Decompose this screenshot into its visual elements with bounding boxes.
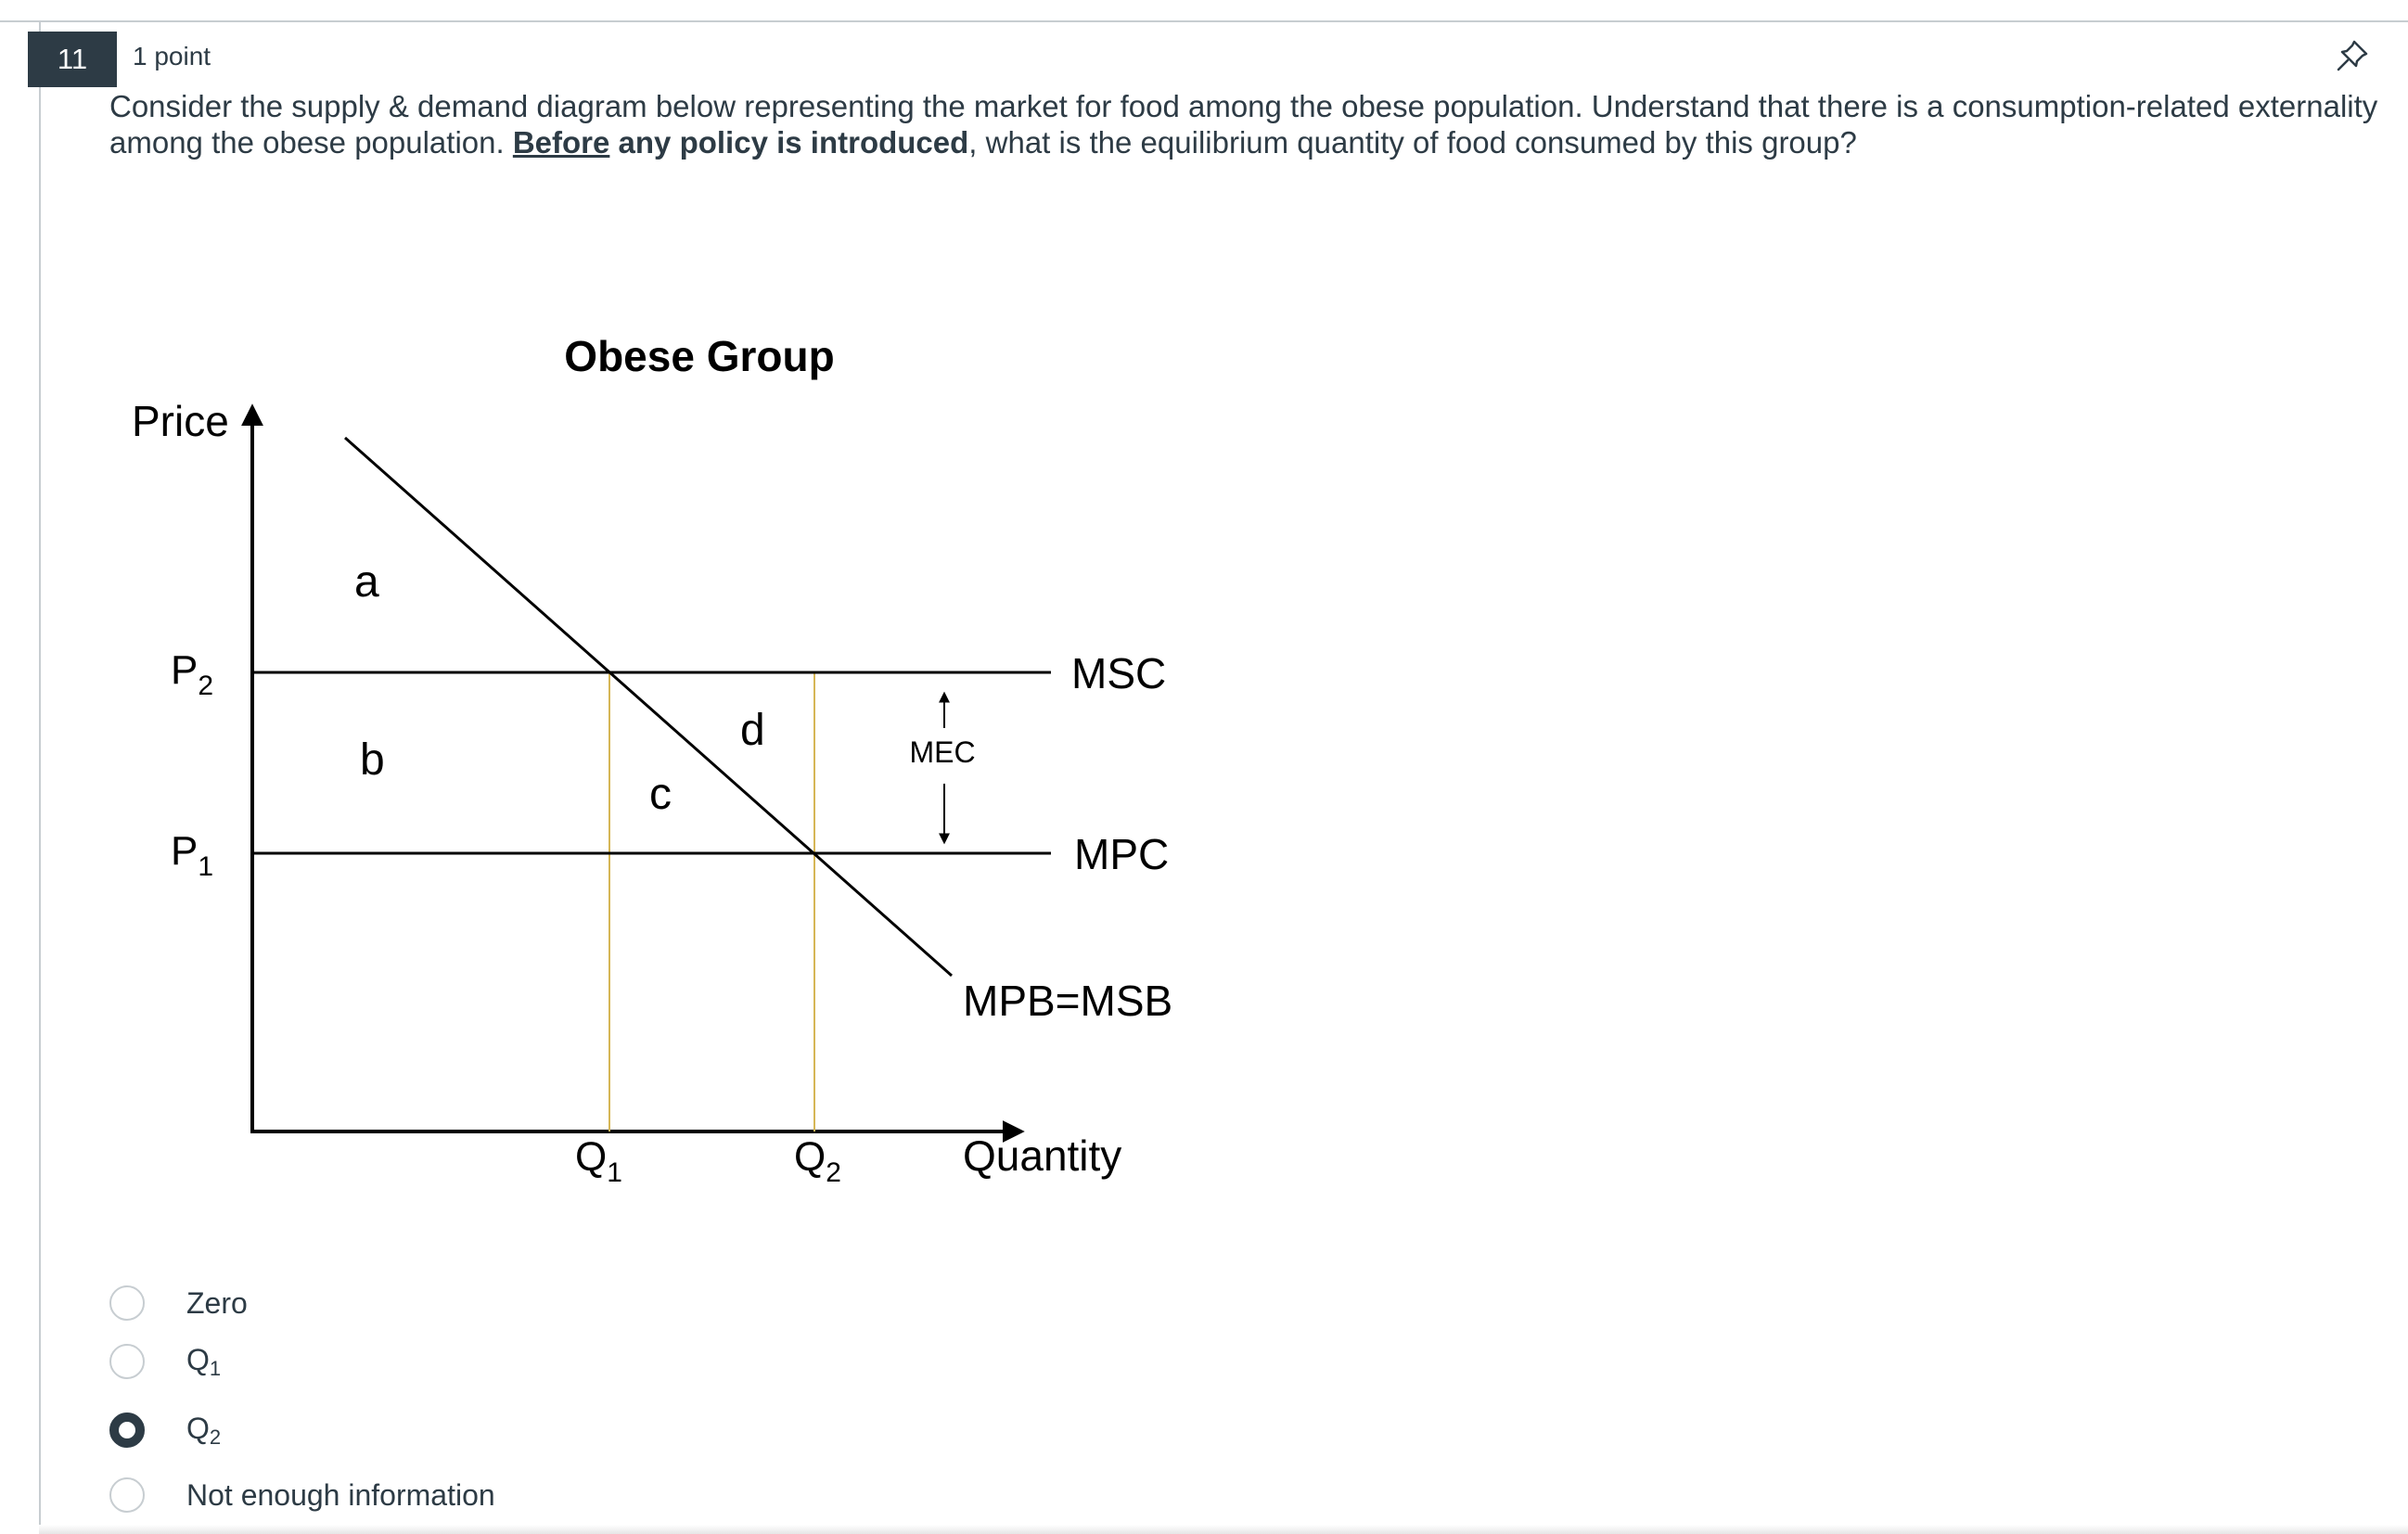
question-text-bold: any policy is introduced <box>609 125 969 160</box>
answer-label: $Q_1$ <box>186 1342 222 1380</box>
q2-label: $Q_2$ <box>794 1134 841 1188</box>
radio-button-selected[interactable] <box>109 1413 145 1448</box>
question-text-part2: , what is the equilibrium quantity of food consumed by this group? <box>968 125 1857 160</box>
msc-label: MSC <box>1071 649 1167 697</box>
q1-label: $Q_1$ <box>575 1134 622 1188</box>
answer-option[interactable] <box>109 1280 248 1326</box>
answer-label: $Q_2$ <box>186 1411 222 1449</box>
question-text-part1: Consider the supply & demand diagram below representing the market for food among the obese population. Understand that there is a consumption-related externality among the obese population. <box>109 89 2378 160</box>
answer-label: Not enough information <box>186 1477 495 1512</box>
answer-option[interactable] <box>109 1338 222 1385</box>
radio-button[interactable] <box>109 1285 145 1321</box>
question-points: 1 point <box>133 42 211 70</box>
demand-line <box>345 438 952 976</box>
area-a-label: a <box>354 557 379 607</box>
answer-option[interactable] <box>109 1407 222 1453</box>
mpc-label: MPC <box>1074 830 1170 878</box>
question-text <box>109 88 2382 160</box>
pin-icon[interactable] <box>2334 37 2371 74</box>
radio-button[interactable] <box>109 1344 145 1379</box>
answer-option[interactable] <box>109 1472 495 1518</box>
question-text-before: Before <box>512 125 610 160</box>
y-axis-label: Price <box>132 397 229 445</box>
demand-label: MPB=MSB <box>963 977 1173 1025</box>
p1-label: $P_1$ <box>171 828 214 882</box>
p2-label: $P_2$ <box>171 647 214 701</box>
area-c-label: c <box>649 770 672 819</box>
mec-label: MEC <box>909 735 976 769</box>
diagram-title: Obese Group <box>564 332 835 380</box>
question-number: 11 <box>28 32 117 87</box>
area-d-label: d <box>740 706 765 755</box>
radio-button[interactable] <box>109 1477 145 1513</box>
supply-demand-diagram <box>93 315 1206 1206</box>
answer-label: Zero <box>186 1285 248 1320</box>
x-axis-label: Quantity <box>963 1131 1122 1180</box>
card-bottom-shadow <box>39 1525 2408 1534</box>
area-b-label: b <box>360 735 385 785</box>
